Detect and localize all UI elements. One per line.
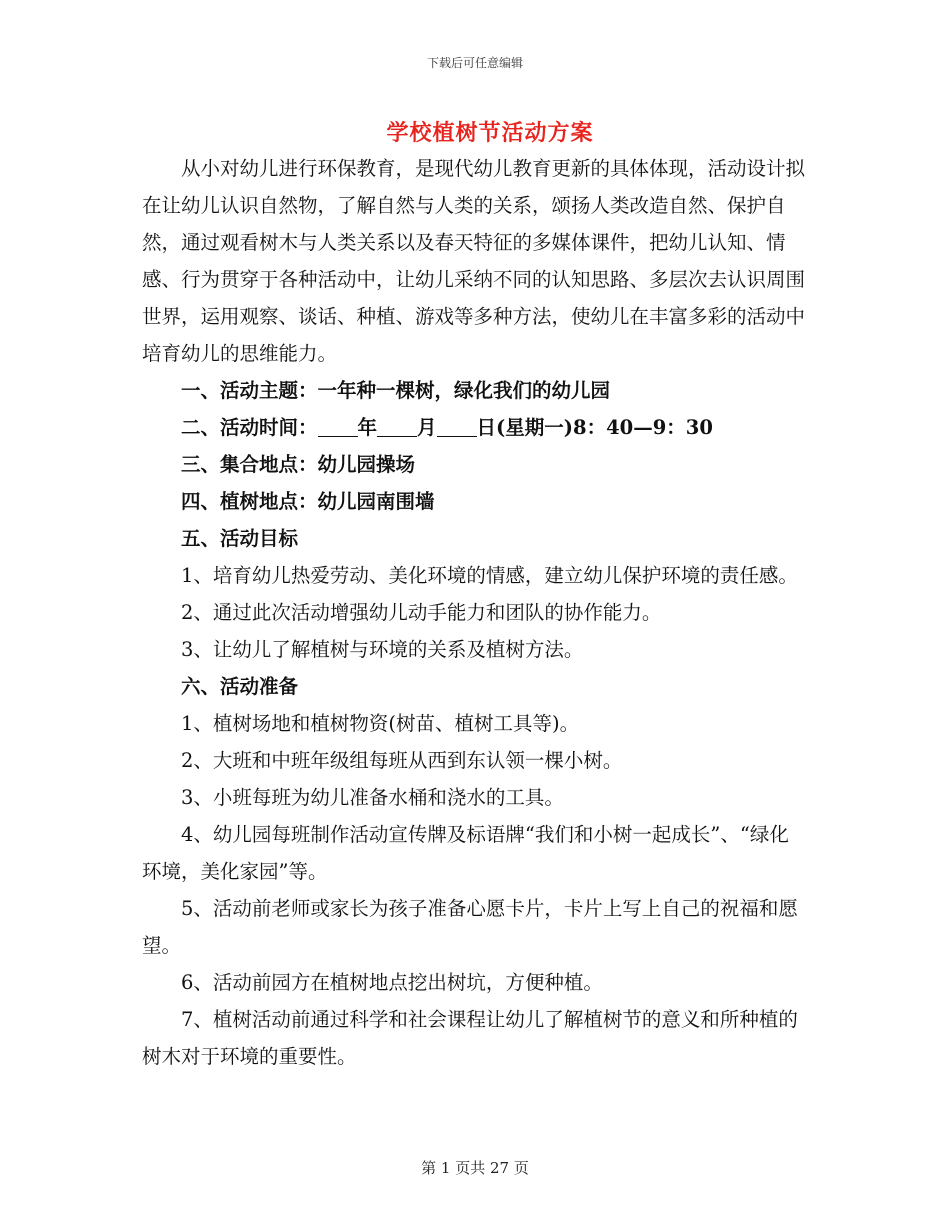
prep-item: 6、活动前园方在植树地点挖出树坑，方便种植。 <box>181 971 603 994</box>
intro-paragraph: 从小对幼儿进行环保教育，是现代幼儿教育更新的具体体现，活动设计拟在让幼儿认识自然物，了解自然与人类的关系，颂扬人类改造自然、保护自然，通过观看树木与人类关系以及春天特征的多媒体课件，把幼儿认知、情感、行为贯穿于各种活动中，让幼儿采纳不同的认知思路、多层次去认识周围世界，运用观察、谈话、种植、游戏等多种方法，使幼儿在丰富多彩的活动中培育幼儿的思维能力。 <box>142 157 806 365</box>
prep-item: 5、活动前老师或家长为孩子准备心愿卡片，卡片上写上自己的祝福和愿望。 <box>142 897 798 957</box>
section-plant-place: 四、植树地点：幼儿园南围墙 <box>181 490 435 513</box>
time-month: 月 <box>417 416 437 439</box>
goal-item: 2、通过此次活动增强幼儿动手能力和团队的协作能力。 <box>181 601 662 624</box>
year-blank <box>318 414 358 437</box>
section-gather: 三、集合地点：幼儿园操场 <box>181 453 416 476</box>
prep-item: 4、幼儿园每班制作活动宣传牌及标语牌“我们和小树一起成长”、“绿化环境，美化家园”等。 <box>142 823 789 883</box>
prep-item: 7、植树活动前通过科学和社会课程让幼儿了解植树节的意义和所种植的树木对于环境的重要性。 <box>142 1008 798 1068</box>
section-theme: 一、活动主题：一年种一棵树，绿化我们的幼儿园 <box>181 379 611 402</box>
time-year: 年 <box>357 416 378 439</box>
section-time <box>142 409 808 446</box>
header-note: 下载后可任意编辑 <box>426 56 523 70</box>
goal-item: 3、让幼儿了解植树与环境的关系及植树方法。 <box>181 638 584 661</box>
section-goals-heading: 五、活动目标 <box>181 527 299 550</box>
prep-item: 2、大班和中班年级组每班从西到东认领一棵小树。 <box>181 749 623 772</box>
day-blank <box>437 414 477 437</box>
prep-item: 1、植树场地和植树物资(树苗、植树工具等)。 <box>181 712 580 735</box>
page-footer: 第 1 页共 27 页 <box>421 1159 529 1177</box>
prep-item: 3、小班每班为幼儿准备水桶和浇水的工具。 <box>181 786 564 809</box>
month-blank <box>377 414 417 437</box>
document-title: 学校植树节活动方案 <box>386 120 594 146</box>
section-prep-heading: 六、活动准备 <box>181 675 299 698</box>
document-body <box>142 150 808 1075</box>
time-day: 日(星期一)8：40—9：30 <box>476 416 713 439</box>
goal-item: 1、培育幼儿热爱劳动、美化环境的情感，建立幼儿保护环境的责任感。 <box>181 564 798 587</box>
time-label: 二、活动时间： <box>181 416 318 439</box>
